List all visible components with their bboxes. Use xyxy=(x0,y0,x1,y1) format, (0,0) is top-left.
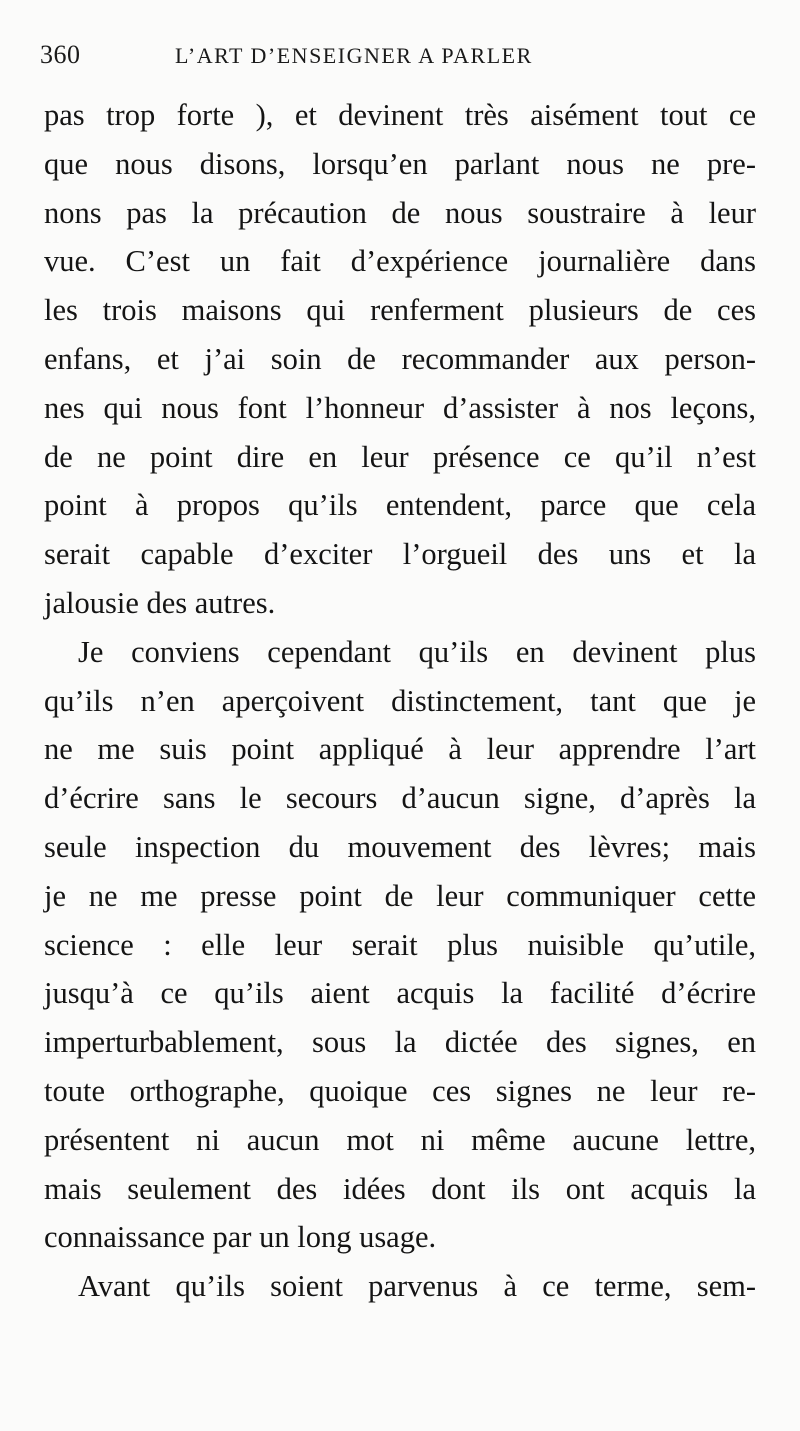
body-text xyxy=(44,91,756,1311)
text-line: qu’ils n’en aperçoivent distinctement, tant que je xyxy=(44,683,756,718)
text-line: vue. C’est un fait d’expérience journalière dans xyxy=(44,244,756,279)
text-line: de ne point dire en leur présence ce qu’il n’est xyxy=(44,439,756,474)
text-line: présentent ni aucun mot ni même aucune lettre, xyxy=(44,1122,756,1157)
text-line: imperturbablement, sous la dictée des signes, en xyxy=(44,1025,756,1060)
text-line: point à propos qu’ils entendent, parce que cela xyxy=(44,488,756,523)
text-line: seule inspection du mouvement des lèvres; mais xyxy=(44,829,756,864)
text-line: toute orthographe, quoique ces signes ne leur re- xyxy=(44,1073,756,1108)
running-head: L’ART D’ENSEIGNER A PARLER xyxy=(175,43,533,68)
text-line: d’écrire sans le secours d’aucun signe, d’après la xyxy=(44,781,756,816)
text-line: ne me suis point appliqué à leur apprendre l’art xyxy=(44,732,756,767)
text-line: les trois maisons qui renferment plusieurs de ces xyxy=(44,293,756,328)
text-line: je ne me presse point de leur communiquer cette xyxy=(44,878,756,913)
text-line: enfans, et j’ai soin de recommander aux person- xyxy=(44,341,756,376)
text-line: nes qui nous font l’honneur d’assister à nos leçons, xyxy=(44,390,756,425)
text-line: jalousie des autres. xyxy=(44,585,276,620)
page-header xyxy=(40,40,760,80)
page-number: 360 xyxy=(40,40,81,69)
text-line: serait capable d’exciter l’orgueil des uns et la xyxy=(44,537,756,572)
text-line: jusqu’à ce qu’ils aient acquis la facilité d’écrire xyxy=(44,976,756,1011)
text-line: mais seulement des idées dont ils ont acquis la xyxy=(44,1171,756,1206)
text-line: nons pas la précaution de nous soustraire à leur xyxy=(44,195,756,230)
text-line: connaissance par un long usage. xyxy=(44,1220,437,1255)
text-line: pas trop forte ), et devinent très aisément tout ce xyxy=(44,98,756,132)
text-line: Je conviens cependant qu’ils en devinent plus xyxy=(78,634,756,669)
text-line: Avant qu’ils soient parvenus à ce terme, sem- xyxy=(78,1269,756,1304)
text-line: science : elle leur serait plus nuisible qu’utile, xyxy=(44,927,756,962)
text-line: que nous disons, lorsqu’en parlant nous ne pre- xyxy=(44,146,756,181)
